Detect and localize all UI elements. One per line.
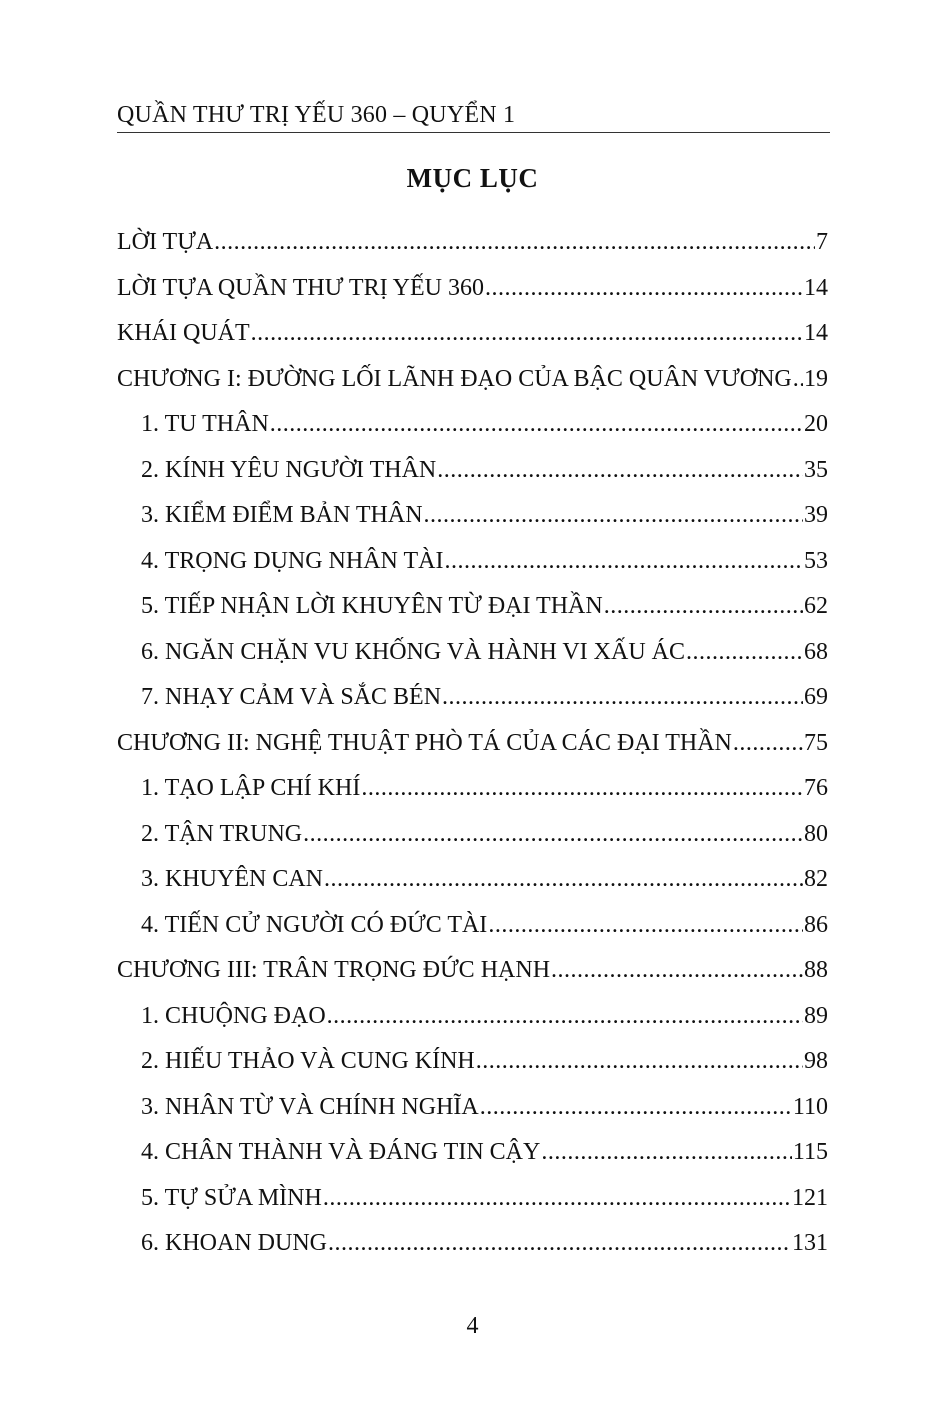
toc-entry[interactable] (117, 1085, 828, 1131)
toc-entry[interactable] (117, 721, 828, 767)
dot-leader (476, 1039, 803, 1085)
toc-entry-page: 98 (804, 1048, 828, 1074)
toc-entry-page: 39 (804, 502, 828, 528)
dot-leader (214, 220, 815, 266)
dot-leader (327, 994, 803, 1040)
toc-entry-label: 6. KHOAN DUNG (141, 1230, 327, 1256)
toc-entry[interactable] (117, 220, 828, 266)
toc-entry-page: 89 (804, 1002, 828, 1029)
toc-entry-label: 4. TIẾN CỬ NGƯỜI CÓ ĐỨC TÀI (141, 911, 488, 938)
toc-entry[interactable] (117, 311, 828, 357)
toc-entry-label: CHƯƠNG I: ĐƯỜNG LỐI LÃNH ĐẠO CỦA BẬC QUÂN VƯƠNG (117, 365, 792, 392)
toc-entry-page: 14 (804, 274, 828, 301)
toc-entry-page: 69 (804, 684, 828, 710)
toc-entry-page: 53 (804, 547, 828, 574)
toc-entry-label: 3. KHUYÊN CAN (141, 866, 323, 892)
running-header: QUẦN THƯ TRỊ YẾU 360 – QUYỂN 1 (117, 98, 830, 133)
toc-entry-page: 131 (792, 1230, 828, 1256)
toc-entry[interactable] (117, 903, 828, 949)
toc-entry[interactable] (117, 994, 828, 1040)
toc-entry-label: CHƯƠNG II: NGHỆ THUẬT PHÒ TÁ CỦA CÁC ĐẠI THẦN (117, 729, 732, 756)
toc-entry[interactable] (117, 357, 828, 403)
toc-entry[interactable] (117, 1176, 828, 1222)
toc-entry-label: 2. TẬN TRUNG (141, 820, 303, 847)
dot-leader (733, 721, 803, 767)
toc-entry-label: 2. HIẾU THẢO VÀ CUNG KÍNH (141, 1048, 475, 1074)
toc-entry-page: 82 (804, 866, 828, 892)
toc-entry[interactable] (117, 493, 828, 539)
toc-entry-page: 86 (804, 911, 828, 938)
toc-entry-label: LỜI TỰA QUẦN THƯ TRỊ YẾU 360 (117, 274, 485, 301)
toc-entry-label: LỜI TỰA (117, 229, 214, 255)
toc-entry[interactable] (117, 948, 828, 994)
toc-entry-label: 3. NHÂN TỪ VÀ CHÍNH NGHĨA (141, 1093, 479, 1120)
toc-entry-page: 14 (804, 320, 828, 346)
toc-entry[interactable] (117, 630, 828, 676)
dot-leader (686, 630, 803, 676)
toc-title: MỤC LỤC (406, 163, 539, 193)
toc-entry[interactable] (117, 766, 828, 812)
dot-leader (488, 903, 803, 949)
dot-leader (485, 266, 803, 312)
dot-leader (541, 1130, 792, 1176)
toc-entry[interactable] (117, 1130, 828, 1176)
dot-leader (361, 766, 803, 812)
toc-entry-page: 35 (804, 456, 828, 483)
dot-leader (604, 584, 803, 630)
toc-entry[interactable] (117, 812, 828, 858)
toc-entry[interactable] (117, 857, 828, 903)
dot-leader (424, 493, 803, 539)
toc-entry-page: 76 (804, 775, 828, 801)
toc-entry-page: 75 (804, 729, 828, 756)
toc-entry-label: 4. TRỌNG DỤNG NHÂN TÀI (141, 547, 444, 574)
toc-entry-page: 19 (804, 365, 828, 392)
toc-entry-label: 5. TỰ SỬA MÌNH (141, 1184, 322, 1211)
toc-entry[interactable] (117, 584, 828, 630)
dot-leader (480, 1085, 792, 1131)
toc-entry-label: CHƯƠNG III: TRÂN TRỌNG ĐỨC HẠNH (117, 957, 551, 983)
toc-entry[interactable] (117, 448, 828, 494)
toc-entry-label: 5. TIẾP NHẬN LỜI KHUYÊN TỪ ĐẠI THẦN (141, 593, 603, 619)
toc-entry-page: 121 (792, 1184, 828, 1211)
table-of-contents (117, 220, 828, 1267)
toc-entry-label: 6. NGĂN CHẶN VU KHỐNG VÀ HÀNH VI XẤU ÁC (141, 638, 686, 665)
dot-leader (437, 448, 803, 494)
toc-entry-page: 7 (816, 229, 828, 255)
toc-entry-label: 4. CHÂN THÀNH VÀ ĐÁNG TIN CẬY (141, 1139, 541, 1165)
dot-leader (270, 402, 803, 448)
toc-entry[interactable] (117, 266, 828, 312)
dot-leader (251, 311, 803, 357)
toc-entry[interactable] (117, 402, 828, 448)
page-number: 4 (466, 1313, 479, 1339)
toc-entry-label: KHÁI QUÁT (117, 320, 250, 346)
dot-leader (303, 812, 803, 858)
dot-leader (324, 857, 803, 903)
toc-entry[interactable] (117, 539, 828, 585)
toc-entry-page: 68 (804, 638, 828, 665)
toc-entry[interactable] (117, 1221, 828, 1267)
toc-entry-label: 2. KÍNH YÊU NGƯỜI THÂN (141, 456, 437, 483)
dot-leader (551, 948, 803, 994)
dot-leader (442, 675, 803, 721)
toc-entry-page: 80 (804, 820, 828, 847)
toc-entry-page: 110 (792, 1093, 828, 1120)
toc-entry[interactable] (117, 1039, 828, 1085)
dot-leader (444, 539, 803, 585)
toc-entry-page: 88 (804, 957, 828, 983)
toc-entry-label: 1. CHUỘNG ĐẠO (141, 1002, 326, 1029)
toc-entry-page: 20 (804, 411, 828, 437)
toc-entry[interactable] (117, 675, 828, 721)
dot-leader (793, 357, 803, 403)
toc-entry-label: 3. KIỂM ĐIỂM BẢN THÂN (141, 502, 423, 528)
toc-entry-label: 1. TẠO LẬP CHÍ KHÍ (141, 775, 361, 801)
toc-entry-page: 115 (792, 1139, 828, 1165)
dot-leader (323, 1176, 791, 1222)
toc-entry-page: 62 (804, 593, 828, 619)
toc-entry-label: 7. NHẠY CẢM VÀ SẮC BÉN (141, 684, 442, 710)
toc-entry-label: 1. TU THÂN (141, 411, 269, 437)
dot-leader (328, 1221, 791, 1267)
